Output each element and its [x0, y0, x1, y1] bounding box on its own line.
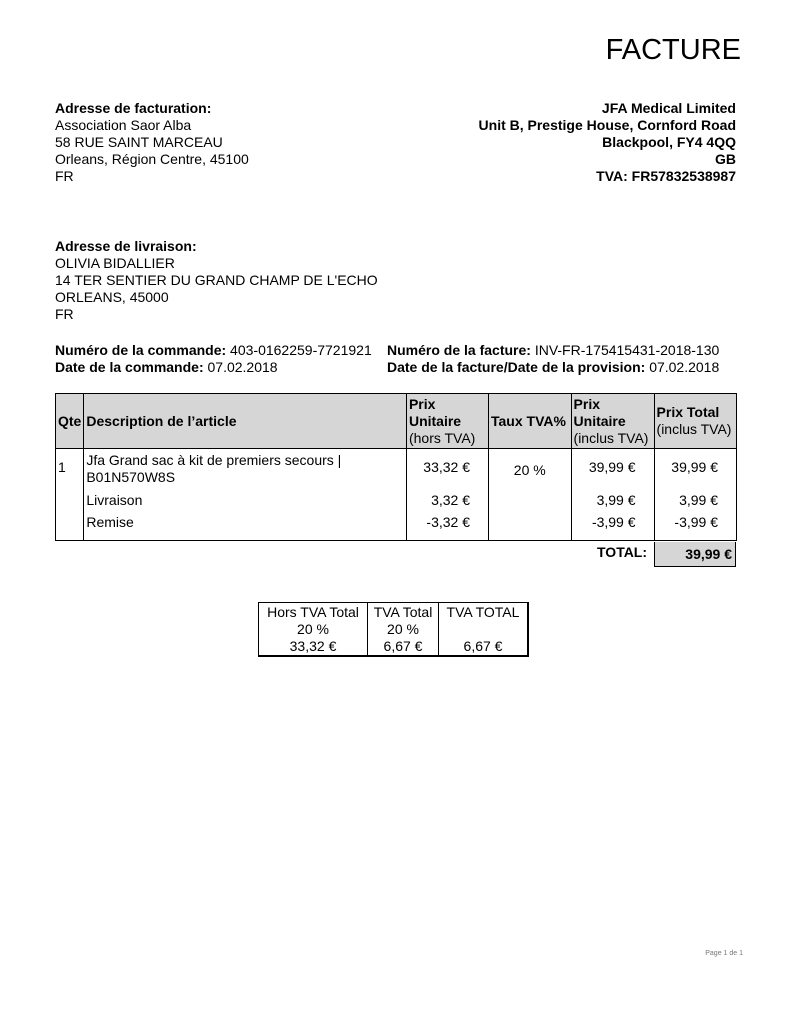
- table-row: [56, 508, 737, 541]
- header-qty: Qte: [56, 394, 84, 449]
- row-vat-rate: [489, 486, 572, 508]
- invoice-number: INV-FR-175415431-2018-130: [534, 342, 720, 358]
- seller-line: Unit B, Prestige House, Cornford Road: [478, 117, 736, 133]
- row-total: -3,99 €: [654, 508, 736, 541]
- billing-address: [55, 100, 249, 185]
- header-unit-price-1: Prix: [408, 395, 436, 412]
- order-number: 403-0162259-7721921: [230, 342, 372, 358]
- row-qty: 1: [56, 449, 84, 487]
- table-row: [56, 449, 737, 487]
- page-number: Page 1 de 1: [705, 950, 743, 957]
- row-description: Livraison: [84, 486, 407, 508]
- seller-address: [479, 100, 736, 185]
- shipping-address: [55, 238, 378, 323]
- billing-line: Orleans, Région Centre, 45100: [55, 151, 249, 167]
- header-total-1: Prix Total: [656, 404, 720, 420]
- seller-line: Blackpool, FY4 4QQ: [602, 134, 736, 150]
- row-description-2: B01N570W8S: [86, 469, 176, 485]
- billing-heading: Adresse de facturation:: [55, 100, 212, 116]
- order-date: 07.02.2018: [207, 359, 278, 375]
- vat-header-total: TVA TOTAL: [439, 603, 529, 622]
- vat-header-row: [259, 603, 529, 622]
- shipping-line: OLIVIA BIDALLIER: [55, 255, 175, 271]
- row-unit-price: 3,32 €: [406, 486, 488, 508]
- header-vat-rate: Taux TVA%: [489, 394, 572, 449]
- total-value: 39,99 €: [654, 542, 736, 567]
- vat-rate-total: [439, 621, 529, 638]
- header-total: [654, 394, 736, 449]
- row-unit-price-incl: 39,99 €: [571, 449, 654, 487]
- shipping-heading: Adresse de livraison:: [55, 238, 197, 254]
- header-unit-price-3: (hors TVA): [408, 429, 476, 446]
- shipping-line: ORLEANS, 45000: [55, 289, 169, 305]
- header-description: Description de l’article: [84, 394, 407, 449]
- shipping-line: FR: [55, 306, 74, 322]
- vat-value-row: [259, 638, 529, 656]
- header-unit-price-incl-1: Prix: [573, 395, 600, 412]
- total-label: TOTAL:: [597, 544, 648, 560]
- items-table: [55, 393, 737, 541]
- row-description: [84, 449, 407, 487]
- vat-rate-tax: 20 %: [368, 621, 439, 638]
- billing-line: Association Saor Alba: [55, 117, 192, 133]
- row-vat-rate: [489, 508, 572, 541]
- order-number-label: Numéro de la commande:: [55, 342, 227, 358]
- row-unit-price-incl: -3,99 €: [571, 508, 654, 541]
- vat-value-tax: 6,67 €: [368, 638, 439, 656]
- row-description-1: Jfa Grand sac à kit de premiers secours |: [86, 452, 342, 468]
- vat-value-total: 6,67 €: [439, 638, 529, 656]
- vat-rate-net: 20 %: [297, 621, 329, 637]
- header-unit-price-incl: [571, 394, 654, 449]
- header-unit-price-2: Unitaire: [408, 412, 462, 429]
- vat-header-tax: TVA Total: [368, 603, 439, 622]
- vat-value-net: 33,32 €: [289, 638, 337, 654]
- billing-line: FR: [55, 168, 74, 184]
- row-unit-price: -3,32 €: [406, 508, 488, 541]
- order-date-label: Date de la commande:: [55, 359, 204, 375]
- order-info: [55, 342, 372, 376]
- invoice-info: [387, 342, 719, 376]
- vat-rate-row: [259, 621, 529, 638]
- row-total: 39,99 €: [654, 449, 736, 487]
- row-qty: [56, 486, 84, 508]
- header-total-2: (inclus TVA): [656, 421, 732, 437]
- row-total: 3,99 €: [654, 486, 736, 508]
- invoice-date: 07.02.2018: [649, 359, 720, 375]
- row-qty: [56, 508, 84, 541]
- seller-line: GB: [715, 151, 736, 167]
- invoice-number-label: Numéro de la facture:: [387, 342, 531, 358]
- vat-summary-table: [258, 602, 529, 657]
- row-unit-price: 33,32 €: [406, 449, 488, 487]
- header-unit-price: [406, 394, 488, 449]
- billing-line: 58 RUE SAINT MARCEAU: [55, 134, 223, 150]
- seller-line: JFA Medical Limited: [601, 100, 736, 116]
- header-unit-price-incl-3: (inclus TVA): [573, 429, 649, 446]
- row-vat-rate: 20 %: [489, 449, 572, 487]
- row-description: Remise: [84, 508, 407, 541]
- table-row: [56, 486, 737, 508]
- items-header-row: [56, 394, 737, 449]
- invoice-date-label: Date de la facture/Date de la provision:: [387, 359, 646, 375]
- invoice-title: FACTURE: [605, 34, 741, 66]
- vat-header-net: Hors TVA Total: [267, 604, 359, 620]
- row-unit-price-incl: 3,99 €: [571, 486, 654, 508]
- seller-vat-number: TVA: FR57832538987: [596, 168, 736, 184]
- shipping-line: 14 TER SENTIER DU GRAND CHAMP DE L'ECHO: [55, 272, 378, 288]
- header-unit-price-incl-2: Unitaire: [573, 412, 626, 429]
